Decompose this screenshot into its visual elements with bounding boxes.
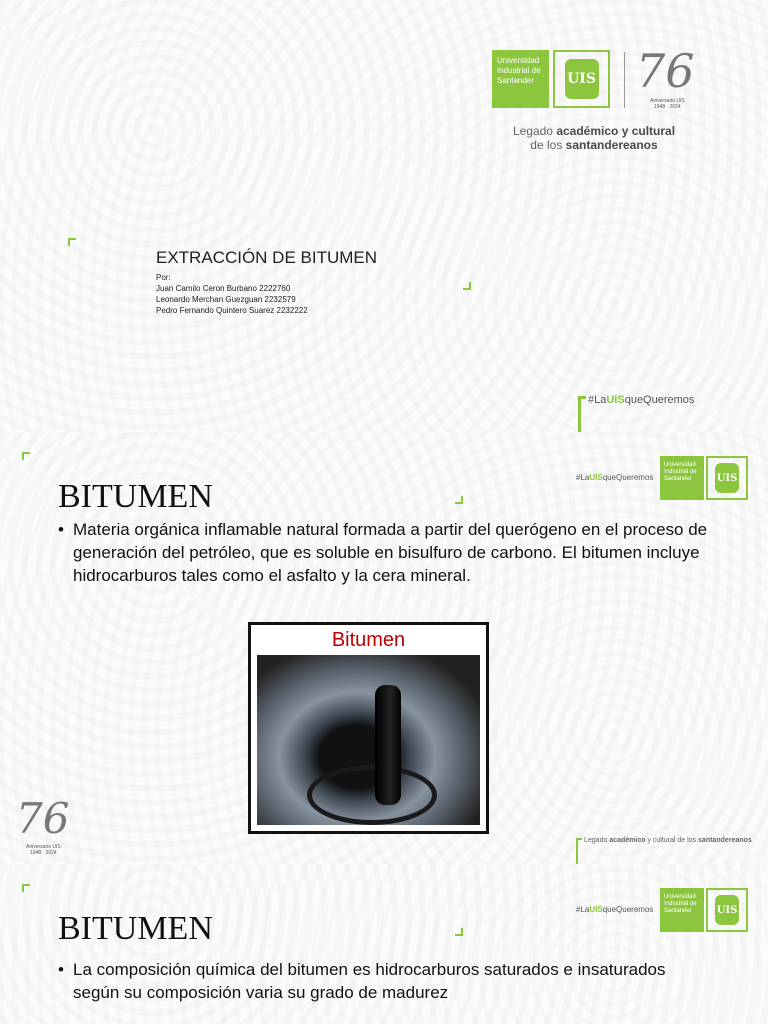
bullet-text: Materia orgánica inflamable natural formada a partir del querógeno en el proceso de generación del petróleo, que es soluble en bisulfuro de carbono. El bitumen incluye hidrocarburos tales como el asfalto y la cera mineral. [73,520,708,585]
uis-logo-mark: UIS [715,895,739,925]
uis-logo [553,50,610,108]
university-name-line: Universidad [664,894,696,900]
hashtag-uis: UIS [589,905,603,914]
anniversary-caption: Aniversario UIS [26,844,61,850]
anniversary-years: 1948 · 2024 [30,850,57,856]
university-name-line: Universidad [664,462,696,468]
bitumen-photo [257,655,480,825]
corner-bracket [463,282,471,290]
legado-text-bold: académico [609,837,646,844]
accent-line [578,396,586,399]
bullet-item [58,518,718,587]
university-name-line: Santander [497,76,534,85]
university-name-line: Santander [664,908,692,914]
university-name-box [492,50,549,108]
corner-bracket [455,496,463,504]
hashtag-suffix: queQueremos [602,473,654,482]
university-name-box [660,456,704,500]
picture-label: Bitumen [331,629,406,651]
anniversary-years: 1948 · 2024 [654,104,681,110]
university-name-line: Santander [664,476,692,482]
corner-bracket [455,928,463,936]
corner-bracket [68,238,76,246]
legado-text: Legado [584,837,610,844]
bullet-text: La composición química del bitumen es hidrocarburos saturados e insaturados según su composición varia su grado de madurez [73,960,666,1002]
authors-block [156,272,308,316]
authors-by-label: Por: [156,273,171,282]
slide-heading: BITUMEN [58,910,213,947]
anniversary-caption: Aniversario UIS [650,98,685,104]
university-name-box [660,888,704,932]
bitumen-stream [375,685,401,805]
university-name-line: Industrial de [664,901,697,907]
accent-line [576,838,578,864]
bullet-dot: • [58,520,64,539]
legado-tagline [584,837,752,844]
anniversary-76-logo: 76 [16,794,70,843]
university-name-line: Industrial de [497,66,541,75]
author-line: Leonardo Merchan Guezguan 2232579 [156,295,296,304]
container-rim [307,765,437,825]
hashtag-prefix: #La [588,394,607,406]
author-line: Juan Camilo Ceron Burbano 2222760 [156,284,291,293]
slide-bitumen-definition [0,432,768,864]
hashtag-suffix: queQueremos [624,394,695,406]
author-line: Pedro Fernando Quintero Suarez 2232222 [156,306,308,315]
hashtag-laUISqueQueremos [588,394,694,406]
legado-text: Legado [512,124,557,138]
bitumen-picture [248,622,489,834]
slide-heading: BITUMEN [58,478,213,515]
legado-text-bold: santandereanos [565,138,658,152]
bullet-dot: • [58,960,64,979]
slide-title [0,0,768,432]
corner-bracket [22,452,30,460]
legado-text-bold: académico y cultural [556,124,676,138]
hashtag-prefix: #La [576,905,590,914]
uis-logo-mark: UIS [715,463,739,493]
accent-line [576,838,582,840]
university-name-line: Industrial de [664,469,697,475]
hashtag-prefix: #La [576,473,590,482]
hashtag-laUISqueQueremos [576,473,653,482]
accent-line [578,396,581,432]
legado-tagline [510,124,678,152]
uis-logo [706,888,748,932]
hashtag-suffix: queQueremos [602,905,654,914]
corner-bracket [22,884,30,892]
anniversary-76-logo: 76 [636,44,695,98]
legado-text-bold: santandereanos [698,837,752,844]
legado-text: y cultural de los [645,837,699,844]
bullet-item [58,958,698,1004]
presentation-title: EXTRACCIÓN DE BITUMEN [156,248,378,267]
slide-bitumen-composition [0,864,768,1024]
hashtag-uis: UIS [606,394,625,406]
hashtag-laUISqueQueremos [576,905,653,914]
uis-logo [706,456,748,500]
hashtag-uis: UIS [589,473,603,482]
uis-logo-mark: UIS [565,59,599,99]
legado-text: de los [530,138,566,152]
divider [624,52,625,108]
university-name-line: Universidad [497,56,540,65]
